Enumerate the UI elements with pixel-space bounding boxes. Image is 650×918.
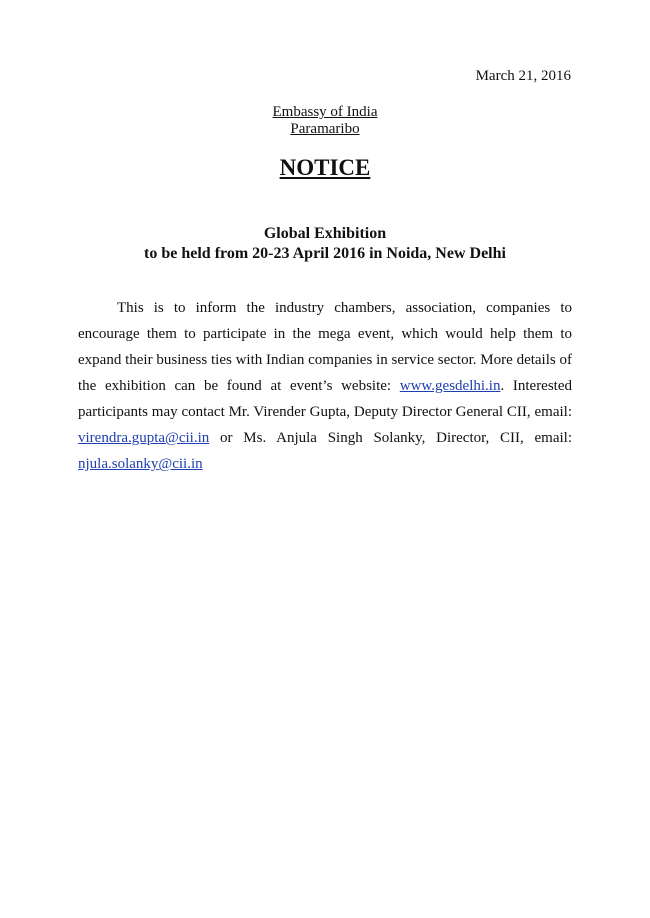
notice-heading: NOTICE xyxy=(279,155,371,180)
body-text-part-3: or Ms. Anjula Singh Solanky, Director, CII, email: xyxy=(209,430,572,446)
subject-details: to be held from 20-23 April 2016 in Noida, New Delhi xyxy=(144,245,506,262)
organization-city: Paramaribo xyxy=(290,121,360,137)
organization-name: Embassy of India xyxy=(272,104,378,120)
body-text-part-1: This is to inform the industry chambers, association, companies to encourage them to participate in the mega event, which would help them to expand their business ties with Indian companies in service sector. More details of the exhibition can be found at event’s website: xyxy=(78,300,572,394)
body-text-part-2: . Interested participants may contact Mr. Virender Gupta, Deputy Director General CII, email: xyxy=(78,378,573,420)
notice-date: March 21, 2016 xyxy=(475,68,571,84)
subject-title: Global Exhibition xyxy=(263,225,387,242)
body-paragraph xyxy=(78,295,572,477)
contact-email-link-1[interactable]: virendra.gupta@cii.in xyxy=(78,430,210,446)
website-link[interactable]: www.gesdelhi.in xyxy=(399,378,501,394)
notice-body xyxy=(78,295,572,477)
notice-subject xyxy=(0,224,650,264)
contact-email-link-2[interactable]: njula.solanky@cii.in xyxy=(78,456,203,472)
issuing-organization xyxy=(0,104,650,138)
